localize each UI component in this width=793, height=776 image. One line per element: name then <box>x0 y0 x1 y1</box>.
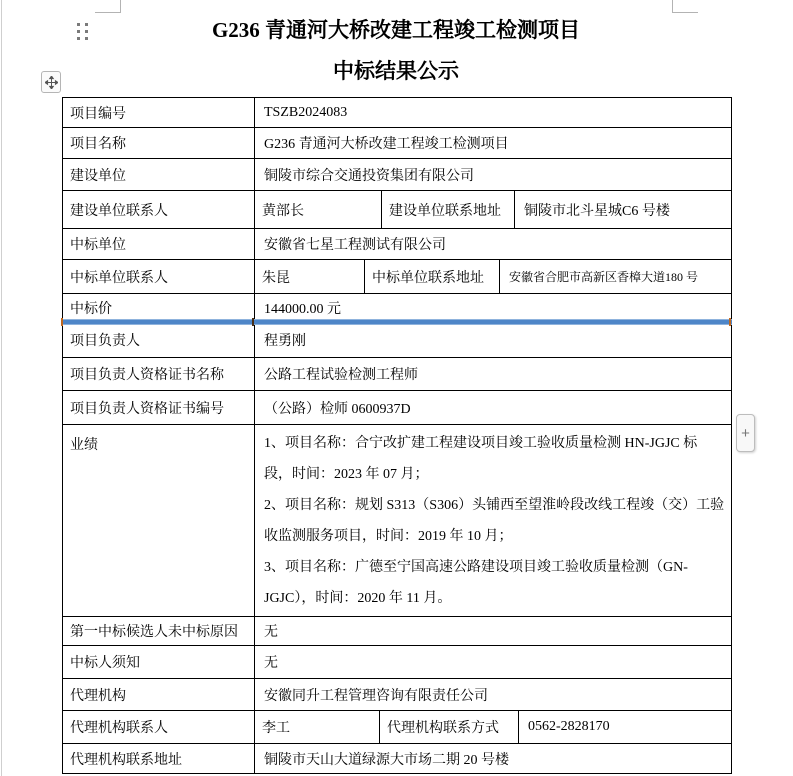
label-text: 中标人须知 <box>70 656 140 671</box>
table-row <box>63 128 731 159</box>
cert-number-label-cell[interactable] <box>63 391 254 424</box>
owner-contact-label-cell[interactable] <box>63 191 254 228</box>
label-text: 建设单位 <box>70 168 126 184</box>
table-row <box>63 391 731 425</box>
value-text: 无 <box>264 625 278 640</box>
winner-value-cell[interactable] <box>254 229 731 259</box>
value-text: 铜陵市天山大道绿源大市场二期 20 号楼 <box>264 752 509 768</box>
agency-contact-label-cell[interactable] <box>63 711 254 743</box>
winner-address-value-cell[interactable] <box>499 260 731 293</box>
project-name-label-cell[interactable] <box>63 128 254 158</box>
owner-address-label-cell[interactable] <box>381 191 514 228</box>
value-text: 程勇刚 <box>264 334 306 349</box>
performance-item: 1、项目名称：合宁改扩建工程建设项目竣工验收质量检测 HN-JGJC 标段，时间：2023 年 07 月； <box>264 436 698 482</box>
table-row <box>63 159 731 191</box>
label-text: 代理机构联系地址 <box>70 752 182 768</box>
label-text: 代理机构 <box>70 688 126 704</box>
move-cross-icon <box>45 76 58 89</box>
performance-value-cell[interactable] <box>254 425 731 616</box>
label-text: 中标价 <box>70 302 112 317</box>
label-text: 中标单位 <box>70 238 126 253</box>
label-text: 项目名称 <box>70 137 126 152</box>
performance-item: 3、项目名称：广德至宁国高速公路建设项目竣工验收质量检测（GN-JGJC），时间：2020 年 11 月。 <box>264 560 688 606</box>
table-move-handle[interactable] <box>41 71 61 93</box>
border-tick-middle <box>252 318 254 326</box>
table-row <box>63 617 731 646</box>
value-text: 安徽省合肥市高新区香樟大道180 号 <box>509 270 699 284</box>
text-boundary-mark-top-right-v <box>672 0 673 12</box>
value-text: 铜陵市综合交通投资集团有限公司 <box>264 168 474 184</box>
agency-address-label-cell[interactable] <box>63 744 254 773</box>
label-text: 代理机构联系人 <box>70 721 168 736</box>
table-row <box>63 191 731 229</box>
project-number-value-cell[interactable] <box>254 98 731 127</box>
value-text: 公路工程试验检测工程师 <box>264 368 418 383</box>
value-text: 无 <box>264 656 278 671</box>
label-text: 中标单位联系地址 <box>372 270 484 286</box>
value-text: G236 青通河大桥改建工程竣工检测项目 <box>264 137 509 152</box>
owner-address-value-cell[interactable] <box>514 191 731 228</box>
value-text: （公路）检师 0600937D <box>264 401 411 417</box>
cert-name-value-cell[interactable] <box>254 358 731 390</box>
value-text: 铜陵市北斗星城C6 号楼 <box>524 203 670 219</box>
value-text: 144000.00 元 <box>264 302 341 317</box>
no-win-reason-label-cell[interactable] <box>63 617 254 645</box>
bid-price-label-cell[interactable] <box>63 294 254 322</box>
winner-notice-value-cell[interactable] <box>254 646 731 678</box>
text-boundary-mark-top-left-h <box>95 12 121 13</box>
winner-address-label-cell[interactable] <box>364 260 499 293</box>
agency-value-cell[interactable] <box>254 679 731 710</box>
manager-label-cell[interactable] <box>63 323 254 357</box>
value-text: 安徽省七星工程测试有限公司 <box>264 238 446 253</box>
project-number-label-cell[interactable] <box>63 98 254 127</box>
winner-contact-value-cell[interactable] <box>254 260 364 293</box>
table-row <box>63 323 731 358</box>
project-name-value-cell[interactable] <box>254 128 731 158</box>
owner-label-cell[interactable] <box>63 159 254 190</box>
value-text: 0562-2828170 <box>528 719 610 734</box>
winner-label-cell[interactable] <box>63 229 254 259</box>
table-row <box>63 425 731 617</box>
label-text: 第一中标候选人未中标原因 <box>70 625 238 640</box>
performance-item: 2、项目名称：规划 S313（S306）头铺西至望淮岭段改线工程竣（交）工验收监测服务项目，时间：2019 年 10 月； <box>264 498 725 544</box>
label-text: 业绩 <box>70 438 98 453</box>
value-text: 黄部长 <box>262 203 304 219</box>
agency-phone-value-cell[interactable] <box>518 711 731 743</box>
label-text: 项目负责人资格证书名称 <box>70 368 224 383</box>
page-left-edge <box>1 0 2 776</box>
label-text: 项目编号 <box>70 106 126 122</box>
manager-value-cell[interactable] <box>254 323 731 357</box>
performance-label-cell[interactable] <box>63 425 254 616</box>
label-text: 中标单位联系人 <box>70 270 168 286</box>
owner-contact-value-cell[interactable] <box>254 191 381 228</box>
selected-border-indicator[interactable] <box>62 319 732 325</box>
winner-contact-label-cell[interactable] <box>63 260 254 293</box>
agency-label-cell[interactable] <box>63 679 254 710</box>
bid-result-table <box>62 97 732 774</box>
value-text: 朱昆 <box>262 270 290 286</box>
add-button[interactable]: + <box>736 414 755 452</box>
value-text: 李工 <box>262 721 290 736</box>
owner-value-cell[interactable] <box>254 159 731 190</box>
table-row <box>63 646 731 679</box>
value-text: 安徽同升工程管理咨询有限责任公司 <box>264 688 488 704</box>
table-row <box>63 679 731 711</box>
document-title[interactable]: G236 青通河大桥改建工程竣工检测项目 <box>211 18 581 42</box>
border-tick-right <box>729 318 731 326</box>
label-text: 项目负责人资格证书编号 <box>70 401 224 417</box>
agency-phone-label-cell[interactable] <box>379 711 518 743</box>
cert-name-label-cell[interactable] <box>63 358 254 390</box>
label-text: 项目负责人 <box>70 334 140 349</box>
text-boundary-mark-top-right-h <box>672 12 698 13</box>
cert-number-value-cell[interactable] <box>254 391 731 424</box>
label-text: 建设单位联系人 <box>70 203 168 219</box>
text-boundary-mark-top-left-v <box>120 0 121 12</box>
table-row <box>63 744 731 773</box>
label-text: 代理机构联系方式 <box>387 721 499 736</box>
border-tick-left <box>61 318 63 326</box>
document-subtitle[interactable]: 中标结果公示 <box>333 59 459 83</box>
table-row <box>63 711 731 744</box>
bid-price-value-cell[interactable] <box>254 294 731 322</box>
agency-contact-value-cell[interactable] <box>254 711 379 743</box>
table-row <box>63 229 731 260</box>
table-row <box>63 260 731 294</box>
table-row <box>63 98 731 128</box>
value-text: TSZB2024083 <box>264 104 348 120</box>
winner-notice-label-cell[interactable] <box>63 646 254 678</box>
label-text: 建设单位联系地址 <box>389 203 501 219</box>
no-win-reason-value-cell[interactable] <box>254 617 731 645</box>
agency-address-value-cell[interactable] <box>254 744 731 773</box>
table-row <box>63 358 731 391</box>
